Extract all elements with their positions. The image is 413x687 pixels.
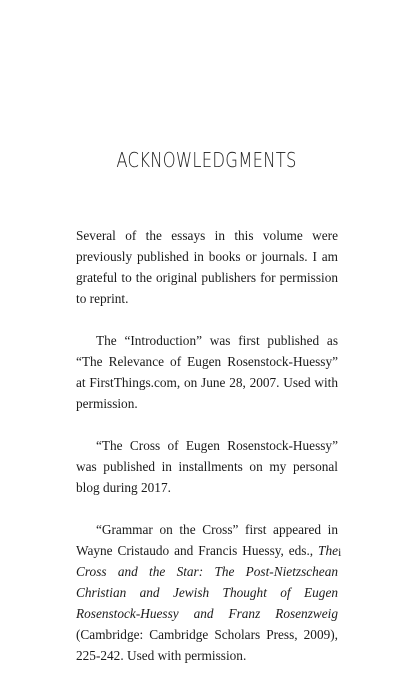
paragraph-4	[76, 519, 338, 666]
title-text: ACKNOWLEDGMENTS	[116, 148, 297, 172]
page-number: i	[338, 545, 342, 559]
paragraph-1: Several of the essays in this volume were previously published in books or journals. I am grateful to the original publishers for permission to reprint.	[76, 228, 338, 306]
page-title	[37, 148, 376, 172]
paragraph-4-intro: “Grammar on the Cross” first appeared in Wayne Cristaudo and Francis Huessy, eds.,	[76, 522, 338, 558]
paragraph-4-citation: (Cambridge: Cambridge Scholars Press, 2009), 225-242. Used with permission.	[76, 627, 338, 663]
acknowledgments-body	[76, 225, 338, 687]
book-title: The Cross and the Star: The Post-Nietzschean Christian and Jewish Thought of Eugen Rosenstock-Huessy and Franz Rosenzweig	[76, 543, 338, 621]
paragraph-2: The “Introduction” was first published as “The Relevance of Eugen Rosenstock-Huessy” at FirstThings.com, on June 28, 2007. Used with permission.	[76, 333, 338, 411]
paragraph-3: “The Cross of Eugen Rosenstock-Huessy” was published in installments on my personal blog during 2017.	[76, 438, 338, 495]
